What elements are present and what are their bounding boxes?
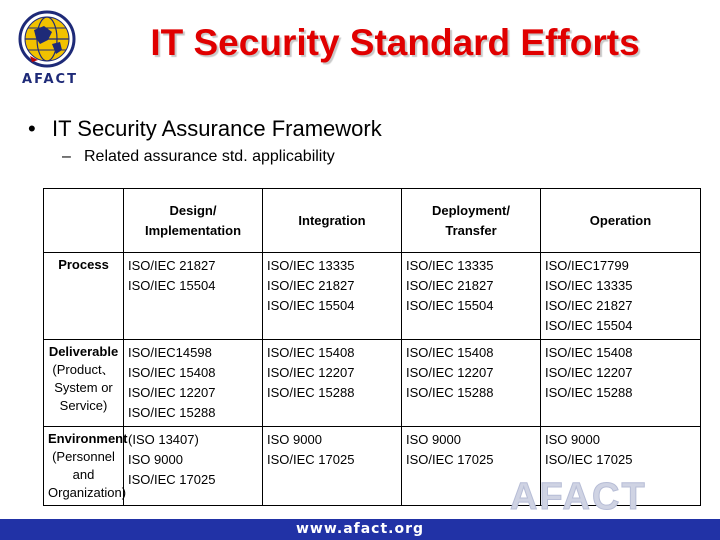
table-cell [402,253,541,340]
standard-ref: ISO/IEC 15288 [267,385,355,400]
applicability-table [43,188,701,506]
table-cell [124,427,263,506]
afact-watermark: AFACT [510,476,647,518]
standard-ref: ISO/IEC 15504 [406,298,494,313]
bullet-text: IT Security Assurance Framework [52,116,382,141]
standard-ref: ISO/IEC 12207 [267,365,355,380]
standard-ref: ISO/IEC 15288 [128,405,216,420]
row-header-sub: (Personnel and Organization) [48,449,127,500]
standard-ref: ISO/IEC 17025 [406,452,494,467]
footer-url: www.afact.org [295,521,425,537]
row-header-sub: (Product、 System or Service) [52,362,115,413]
table-cell [263,253,402,340]
table-cell [263,340,402,427]
standard-ref: ISO/IEC 15408 [545,345,633,360]
row-header [44,427,128,506]
dash-icon: – [62,148,71,165]
standard-ref: ISO/IEC 12207 [128,385,216,400]
standard-ref: ISO/IEC 15408 [267,345,355,360]
standard-ref: ISO/IEC17799 [545,258,629,273]
table-cell [263,427,402,506]
table-cell [541,253,701,340]
row-header-label: Deliverable [48,344,119,359]
standard-ref: ISO/IEC 17025 [545,452,633,467]
standard-ref: ISO/IEC 15504 [128,278,216,293]
bullet-icon: • [28,116,36,141]
standard-ref: ISO/IEC 15408 [128,365,216,380]
standard-ref: (ISO 13407) [128,432,199,447]
logo-text: AFACT [22,72,78,87]
afact-logo [14,10,82,90]
standard-ref: ISO/IEC 13335 [406,258,494,273]
table-row [44,340,701,427]
table-cell [541,340,701,427]
row-header [44,340,124,427]
column-header: Integration [263,189,402,253]
table-body [44,253,701,506]
row-header-label: Process [58,257,109,272]
standard-ref: ISO/IEC 12207 [406,365,494,380]
standard-ref: ISO/IEC 12207 [545,365,633,380]
standard-ref: ISO/IEC 21827 [545,298,633,313]
standard-ref: ISO/IEC 17025 [128,472,216,487]
standard-ref: ISO 9000 [267,432,322,447]
standard-ref: ISO/IEC 21827 [128,258,216,273]
standard-ref: ISO 9000 [406,432,461,447]
table-cell [124,340,263,427]
footer-bar [0,519,720,540]
slide-title: IT Security Standard Efforts [150,22,640,63]
standard-ref: ISO/IEC 15288 [545,385,633,400]
globe-icon [18,10,76,68]
standard-ref: ISO/IEC 15408 [406,345,494,360]
column-header: Operation [541,189,701,253]
standard-ref: ISO/IEC 17025 [267,452,355,467]
column-header [44,189,124,253]
standard-ref: ISO/IEC 21827 [406,278,494,293]
row-header [44,253,124,340]
column-header: Design/ Implementation [124,189,263,253]
standard-ref: ISO/IEC 13335 [267,258,355,273]
table-header-row [44,189,701,253]
standard-ref: ISO 9000 [545,432,600,447]
standard-ref: ISO/IEC 15288 [406,385,494,400]
standard-ref: ISO/IEC 21827 [267,278,355,293]
row-header-label: Environment [48,431,128,446]
standard-ref: ISO/IEC 15504 [267,298,355,313]
table-cell [402,340,541,427]
table-row [44,253,701,340]
bullet-item [28,116,382,142]
sub-bullet-item [62,148,335,166]
standard-ref: ISO/IEC 13335 [545,278,633,293]
standard-ref: ISO 9000 [128,452,183,467]
table-cell [124,253,263,340]
standard-ref: ISO/IEC 15504 [545,318,633,333]
sub-bullet-text: Related assurance std. applicability [84,148,335,165]
standard-ref: ISO/IEC14598 [128,345,212,360]
column-header: Deployment/ Transfer [402,189,541,253]
